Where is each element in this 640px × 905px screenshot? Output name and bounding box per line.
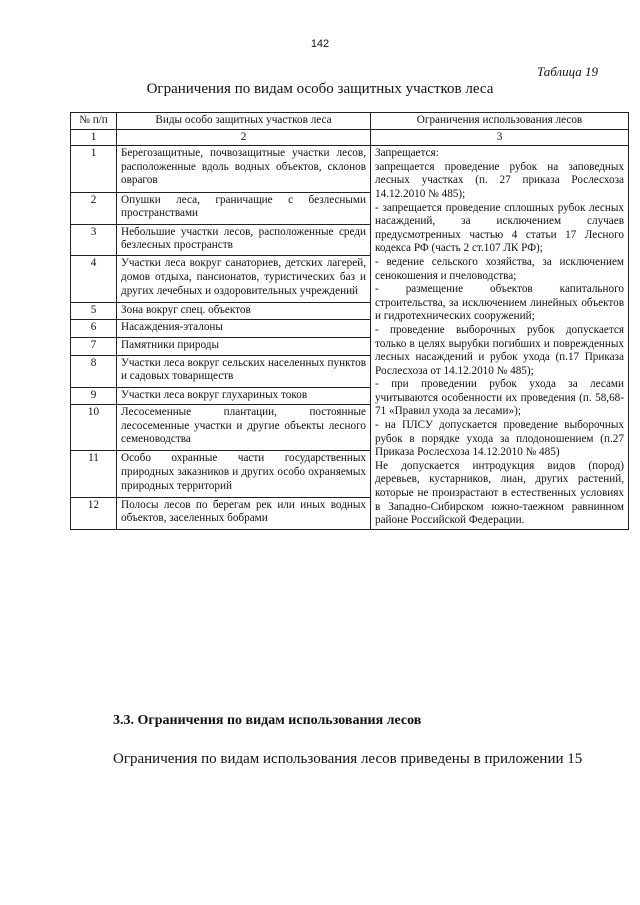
section-heading: 3.3. Ограничения по видам использования лесов — [113, 713, 422, 728]
restriction-item: запрещается проведение рубок на заповедных лесных участках (п. 27 приказа Рослесхоза 14.12.2010 № 485); — [375, 160, 624, 200]
column-number: 2 — [117, 129, 371, 146]
row-number: 11 — [71, 451, 117, 497]
row-type: Берегозащитные, почвозащитные участки лесов, расположенные вдоль водных объектов, склонов оврагов — [117, 146, 371, 192]
table-header-row — [71, 113, 629, 130]
restriction-item: Запрещается: — [375, 147, 439, 160]
restriction-item: Не допускается интродукция видов (пород) деревьев, кустарников, лиан, других растений, которые не произрастают в естественных условиях в Западно-Сибирском южно-таежном равнинном районе Российской Федерации. — [375, 459, 624, 527]
restriction-item: - при проведении рубок ухода за лесами учитываются особенности их проведения (п. 58,68-71 «Правил ухода за лесами»); — [375, 378, 624, 418]
row-number: 12 — [71, 497, 117, 529]
row-type: Зона вокруг спец. объектов — [117, 302, 371, 320]
row-type: Небольшие участки лесов, расположенные среди безлесных пространств — [117, 224, 371, 256]
row-number: 3 — [71, 224, 117, 256]
header-type: Виды особо защитных участков леса — [117, 113, 371, 130]
restriction-item: - ведение сельского хозяйства, за исключением сенокошения и пчеловодства; — [375, 255, 624, 282]
column-number: 1 — [71, 129, 117, 146]
row-number: 7 — [71, 337, 117, 355]
row-type: Насаждения-эталоны — [117, 320, 371, 338]
row-number: 10 — [71, 405, 117, 451]
restriction-item: - на ПЛСУ допускается проведение выборочных рубок в порядке ухода за плодоношением (п.27 Приказа Рослесхоза 14.12.2010 № 485) — [375, 419, 624, 459]
row-type: Опушки леса, граничащие с безлесными пространствами — [117, 192, 371, 224]
row-number: 5 — [71, 302, 117, 320]
row-number: 4 — [71, 256, 117, 302]
row-type: Участки леса вокруг глухариных токов — [117, 387, 371, 405]
table-row — [71, 146, 629, 192]
row-number: 9 — [71, 387, 117, 405]
restrictions-table — [70, 112, 629, 530]
header-restrictions: Ограничения использования лесов — [371, 113, 629, 130]
page-number: 142 — [310, 38, 330, 50]
restriction-item: - размещение объектов капитального строительства, за исключением линейных объектов и гидротехнических сооружений; — [375, 283, 624, 323]
row-type: Лесосеменные плантации, постоянные лесосеменные участки и другие объекты лесного семеноводства — [117, 405, 371, 451]
column-number-row — [71, 129, 629, 146]
row-type: Полосы лесов по берегам рек или иных водных объектов, заселенных бобрами — [117, 497, 371, 529]
header-number: № п/п — [71, 113, 117, 130]
row-number: 6 — [71, 320, 117, 338]
row-type: Памятники природы — [117, 337, 371, 355]
restriction-item: - запрещается проведение сплошных рубок лесных насаждений, за исключением случаев предусмотренных частью 4 статьи 17 Лесного кодекса РФ (часть 2 ст.107 ЛК РФ); — [375, 201, 624, 255]
table-caption: Таблица 19 — [536, 64, 598, 79]
restriction-item: - проведение выборочных рубок допускается только в целях вырубки погибших и поврежденных лесных насаждений и рубок ухода (п.17 Приказа Рослесхоза от 14.12.2010 № 485); — [375, 323, 624, 377]
row-type: Участки леса вокруг сельских населенных пунктов и садовых товариществ — [117, 355, 371, 387]
row-number: 8 — [71, 355, 117, 387]
table-title: Ограничения по видам особо защитных участков леса — [146, 81, 494, 97]
column-number: 3 — [371, 129, 629, 146]
row-type: Участки леса вокруг санаториев, детских лагерей, домов отдыха, пансионатов, туристических баз и других лечебных и оздоровительных учреждений — [117, 256, 371, 302]
section-text: Ограничения по видам использования лесов приведены в приложении 15 — [113, 751, 583, 767]
row-type: Особо охранные части государственных природных заказников и других особо охраняемых природных территорий — [117, 451, 371, 497]
restrictions-cell — [371, 146, 629, 530]
row-number: 2 — [71, 192, 117, 224]
row-number: 1 — [71, 146, 117, 192]
